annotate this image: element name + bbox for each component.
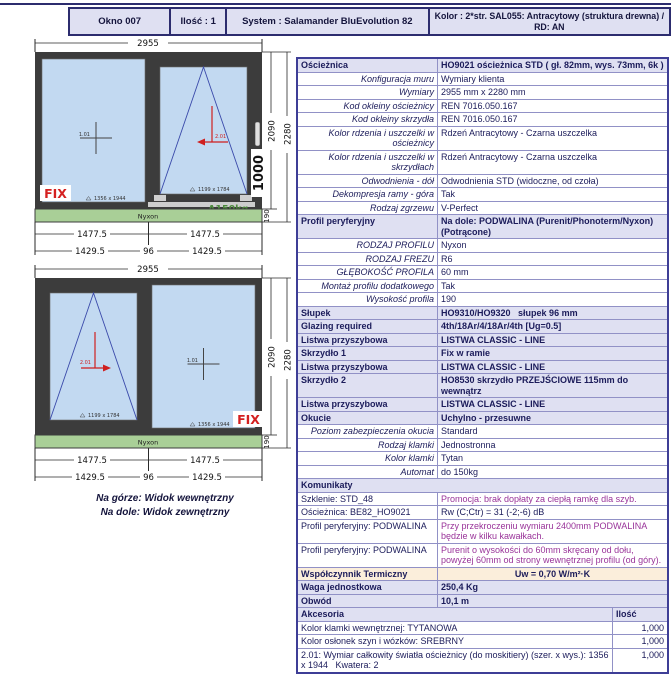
spec-detail-row xyxy=(298,293,667,307)
spec-value: 1,000 xyxy=(641,636,664,646)
quantity: Ilość : 1 xyxy=(171,9,227,34)
spec-label: GŁĘBOKOŚĆ PROFILA xyxy=(298,266,438,279)
spec-detail-row xyxy=(298,239,667,253)
color-spec: Kolor : 2*str. SAL055: Antracytowy (struktura drewna) / RD: AN xyxy=(434,10,665,32)
roller-left xyxy=(154,195,166,201)
spec-label: Ościeżnica xyxy=(298,59,438,72)
spec-label: Konfiguracja muru xyxy=(298,73,438,86)
spec-detail-row xyxy=(298,466,667,480)
spec-label: Szklenie: STD_48 xyxy=(298,493,438,506)
spec-label: 2.01: Wymiar całkowity światła ościeżnicy (do moskitiery) (szer. x wys.): 1356 x 1944 Kwatera: 2 xyxy=(298,649,613,672)
message-row xyxy=(298,493,667,507)
dimension-lines xyxy=(35,37,262,52)
sash-glass-size: 1199 x 1784 xyxy=(198,187,230,193)
spec-value: Tak xyxy=(441,280,456,291)
dim-total-width: 2955 xyxy=(137,39,159,49)
dim-total-width: 2955 xyxy=(137,265,159,275)
sash-glass-pane xyxy=(50,293,137,420)
dim-half-left: 1477.5 xyxy=(77,456,107,466)
spec-section-row xyxy=(298,595,667,609)
spec-value: Uchylno - przesuwne xyxy=(441,412,532,423)
spec-label: Profil peryferyjny xyxy=(298,215,438,238)
spec-detail-row xyxy=(298,253,667,267)
spec-detail-row xyxy=(298,452,667,466)
spec-value: Standard xyxy=(441,426,478,436)
spec-label: Skrzydło 1 xyxy=(298,347,438,360)
spec-detail-row xyxy=(298,151,667,175)
spec-label: Listwa przyszybowa xyxy=(298,334,438,347)
spec-label: Listwa przyszybowa xyxy=(298,361,438,374)
dim-total-height: 2280 xyxy=(283,123,294,145)
spec-label: Kolor rdzenia i uszczelki w ościeżnicy xyxy=(298,127,438,150)
spec-detail-row xyxy=(298,266,667,280)
spec-value: REN 7016.050.167 xyxy=(441,100,518,111)
top-divider xyxy=(0,3,671,5)
spec-label: Słupek xyxy=(298,307,438,320)
message-row xyxy=(298,506,667,520)
fix-label: FIX xyxy=(44,186,67,201)
dim-half-right: 1477.5 xyxy=(190,230,220,240)
spec-detail-row xyxy=(298,439,667,453)
sash-number: 2.01 xyxy=(215,134,227,140)
spec-label: Profil peryferyjny: PODWALINA xyxy=(298,520,438,543)
spec-value: Tytan xyxy=(441,453,464,463)
spec-value: Ilość xyxy=(616,609,637,619)
fixed-glass-pane xyxy=(42,59,145,202)
sill-name-label: Nyxon xyxy=(137,438,159,447)
spec-section-row xyxy=(298,347,667,361)
spec-section-row xyxy=(298,581,667,595)
spec-value: Jednostronna xyxy=(441,439,496,450)
spec-value: LISTWA CLASSIC - LINE xyxy=(441,399,546,409)
spec-value: Rw (C;Ctr) = 31 (-2;-6) dB xyxy=(441,507,545,517)
spec-value: 1,000 xyxy=(641,649,664,660)
specification-table xyxy=(296,57,669,674)
caption-interior: Na górze: Widok wewnętrzny xyxy=(96,493,234,504)
sill-name-label: Nyxon xyxy=(137,212,159,221)
spec-label: RODZAJ PROFILU xyxy=(298,239,438,252)
spec-section-row xyxy=(298,412,667,426)
sash-number: 2.01 xyxy=(79,360,91,366)
dim-clear-left: 1429.5 xyxy=(75,473,105,483)
spec-detail-row xyxy=(298,86,667,100)
caption-exterior: Na dole: Widok zewnętrzny xyxy=(100,507,230,518)
view-captions xyxy=(0,492,330,520)
accessory-row xyxy=(298,649,667,672)
spec-section-row xyxy=(298,398,667,412)
dim-frame-height: 2090 xyxy=(267,120,278,142)
spec-label: Kolor klamki wewnętrznej: TYTANOWA xyxy=(298,622,613,635)
spec-label: Poziom zabezpieczenia okucia xyxy=(298,425,438,438)
dim-mullion: 96 xyxy=(143,473,154,483)
dim-sill-height: 190 xyxy=(263,209,271,223)
spec-label: Obwód xyxy=(298,595,438,608)
spec-label: Profil peryferyjny: PODWALINA xyxy=(298,544,438,567)
messages-header-row xyxy=(298,479,667,493)
system-name: System : Salamander BluEvolution 82 xyxy=(227,9,430,34)
thermal-row xyxy=(298,568,667,582)
dim-sill-height: 190 xyxy=(263,435,271,449)
sash-glass-pane xyxy=(160,67,247,194)
spec-label: Kod okleiny ościeżnicy xyxy=(298,100,438,113)
fixed-pane-number: 1.01 xyxy=(186,358,198,364)
handle-icon xyxy=(255,122,260,146)
spec-label: Współczynnik Termiczny xyxy=(298,568,438,581)
spec-value: 60 mm xyxy=(441,267,469,277)
message-row xyxy=(298,520,667,544)
spec-value: 1,000 xyxy=(641,622,664,633)
spec-value: 10,1 m xyxy=(441,595,470,606)
spec-section-row xyxy=(298,59,667,73)
spec-label: Odwodnienia - dół xyxy=(298,175,438,188)
spec-detail-row xyxy=(298,127,667,151)
spec-detail-row xyxy=(298,175,667,189)
spec-label: Rodzaj klamki xyxy=(298,439,438,452)
spec-value: R6 xyxy=(441,253,453,264)
spec-label: Montaż profilu dodatkowego xyxy=(298,280,438,293)
spec-value: HO9021 ościeżnica STD ( gł. 82mm, wys. 73mm, 6k ) xyxy=(441,60,664,70)
window-id: Okno 007 xyxy=(70,9,171,34)
spec-label: Glazing required xyxy=(298,320,438,333)
spec-value: REN 7016.050.167 xyxy=(441,114,518,124)
fixed-glass-size: 1356 x 1944 xyxy=(198,422,230,428)
spec-value: LISTWA CLASSIC - LINE xyxy=(441,334,546,345)
message-row xyxy=(298,544,667,568)
spec-value: 250,4 Kg xyxy=(441,582,479,592)
spec-label: Kolor klamki xyxy=(298,452,438,465)
spec-detail-row xyxy=(298,280,667,294)
spec-value: 190 xyxy=(441,294,457,304)
spec-section-row xyxy=(298,374,667,398)
title-bar xyxy=(68,7,671,36)
spec-section-row xyxy=(298,215,667,239)
spec-value: Rdzeń Antracytowy - Czarna uszczelka xyxy=(441,127,598,138)
dim-half-right: 1477.5 xyxy=(190,456,220,466)
spec-section-row xyxy=(298,307,667,321)
spec-label: Rodzaj zgrzewu xyxy=(298,202,438,215)
dim-half-left: 1477.5 xyxy=(77,230,107,240)
spec-label: Automat xyxy=(298,466,438,479)
spec-value: 4th/18Ar/4/18Ar/4th [Ug=0.5] xyxy=(441,321,562,331)
spec-label: Okucie xyxy=(298,412,438,425)
spec-value: V-Perfect xyxy=(441,202,479,213)
spec-value: LISTWA CLASSIC - LINE xyxy=(441,361,546,372)
spec-label: Listwa przyszybowa xyxy=(298,398,438,411)
spec-value: Na dole: PODWALINA (Purenit/Phonoterm/Nyxon) (Potrącone) xyxy=(441,216,654,237)
accessory-row xyxy=(298,635,667,649)
dim-clear-right: 1429.5 xyxy=(192,247,222,257)
sash-glass-size: 1199 x 1784 xyxy=(88,413,120,419)
spec-label: Ościeżnica: BE82_HO9021 xyxy=(298,506,438,519)
dim-clear-left: 1429.5 xyxy=(75,247,105,257)
spec-label: Akcesoria xyxy=(298,608,613,621)
dim-handle-height: 1000 xyxy=(252,154,267,192)
spec-value: Fix w ramie xyxy=(441,348,491,358)
spec-value: Wymiary klienta xyxy=(441,73,505,84)
dim-mullion: 96 xyxy=(143,247,154,257)
spec-detail-row xyxy=(298,202,667,216)
roller-right xyxy=(240,195,252,201)
spec-label: Wysokość profila xyxy=(298,293,438,306)
accessory-row xyxy=(298,622,667,636)
spec-label: Kolor osłonek szyn i wózków: SREBRNY xyxy=(298,635,613,648)
dim-clear-right: 1429.5 xyxy=(192,473,222,483)
spec-label: Skrzydło 2 xyxy=(298,374,438,397)
spec-value: 2955 mm x 2280 mm xyxy=(441,87,526,97)
spec-value: Przy przekroczeniu wymiaru 2400mm PODWALINA będzie w kilku kawałkach. xyxy=(441,520,647,541)
spec-section-row xyxy=(298,361,667,375)
section-title: Komunikaty xyxy=(301,480,353,490)
spec-value: Tak xyxy=(441,189,456,199)
spec-value: Promocja: brak dopłaty za ciepłą ramkę dla szyb. xyxy=(441,493,637,504)
spec-label: Waga jednostkowa xyxy=(298,581,438,594)
spec-label: RODZAJ FREZU xyxy=(298,253,438,266)
spec-detail-row xyxy=(298,188,667,202)
spec-value: Uw = 0,70 W/m²·K xyxy=(514,568,591,579)
spec-section-row xyxy=(298,334,667,348)
spec-label: Kolor rdzenia i uszczelki w skrzydłach xyxy=(298,151,438,174)
spec-label: Wymiary xyxy=(298,86,438,99)
spec-detail-row xyxy=(298,100,667,114)
spec-value: do 150kg xyxy=(441,466,479,477)
dim-frame-height: 2090 xyxy=(267,346,278,368)
fixed-glass-size: 1356 x 1944 xyxy=(94,196,126,202)
spec-label: Kod okleiny skrzydła xyxy=(298,113,438,126)
spec-section-row xyxy=(298,320,667,334)
dim-total-height: 2280 xyxy=(283,349,294,371)
spec-value: HO8530 skrzydło PRZEJŚCIOWE 115mm do wewnątrz xyxy=(441,375,629,396)
window-drawing-interior-view xyxy=(0,34,295,262)
window-drawing-exterior-view xyxy=(0,260,295,490)
spec-detail-row xyxy=(298,425,667,439)
spec-value: HO9310/HO9320 słupek 96 mm xyxy=(441,307,578,318)
fixed-pane-number: 1.01 xyxy=(78,132,90,138)
spec-value: Purenit o wysokości do 60mm skręcany od dołu, powyżej 60mm od strony wewnętrznej profilu (od góry). xyxy=(441,544,662,565)
fix-label: FIX xyxy=(237,412,260,427)
dimension-lines xyxy=(35,263,262,278)
spec-label: Dekompresja ramy - góra xyxy=(298,188,438,201)
accessories-header-row xyxy=(298,608,667,622)
spec-value: Nyxon xyxy=(441,240,467,250)
spec-value: Odwodnienia STD (widoczne, od czoła) xyxy=(441,175,599,186)
spec-value: Rdzeń Antracytowy - Czarna uszczelka xyxy=(441,151,598,162)
spec-detail-row xyxy=(298,113,667,127)
spec-detail-row xyxy=(298,73,667,87)
